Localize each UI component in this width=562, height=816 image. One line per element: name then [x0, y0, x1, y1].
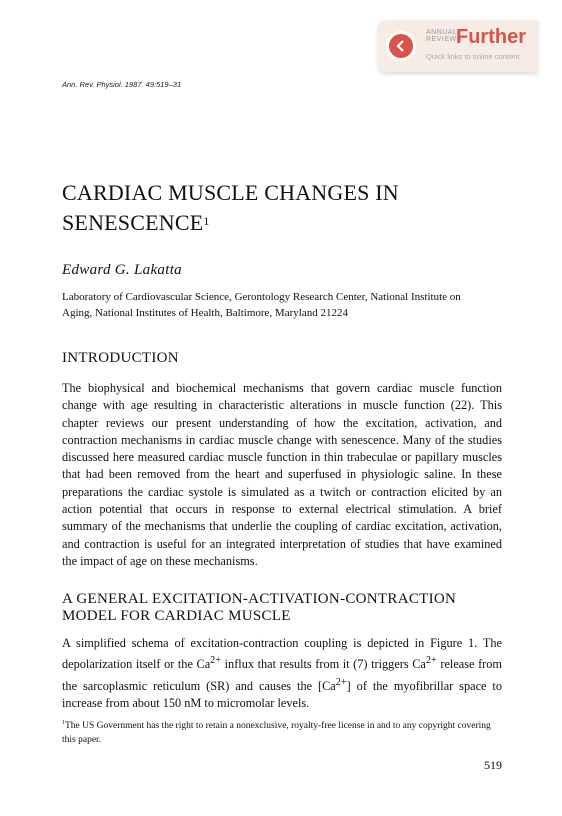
model-section-heading: A GENERAL EXCITATION-ACTIVATION-CONTRACTION MODEL FOR CARDIAC MUSCLE [62, 591, 457, 624]
quick-links-subtitle: Quick links to online content [426, 52, 520, 61]
superscript-1: 2+ [210, 655, 222, 667]
model-paragraph [62, 635, 502, 712]
article-title [62, 178, 502, 238]
footnote-mark: 1 [62, 720, 65, 726]
model-text-1: A simplified schema of excitation-contraction coupling is depicted in Figure 1. The depolarization itself or the Ca [62, 636, 502, 672]
brand-line2: REVIEWS [426, 36, 462, 43]
superscript-2: 2+ [425, 655, 437, 667]
further-label: Further [456, 26, 526, 48]
back-arrow-icon [386, 31, 416, 61]
author-affiliation: Laboratory of Cardiovascular Science, Gerontology Research Center, National Institute on Aging, National Institutes of Health, Baltimore, Maryland 21224 [62, 291, 461, 319]
title-footnote-mark: 1 [203, 214, 210, 228]
author-name: Edward G. Lakatta [62, 262, 182, 278]
annual-reviews-further-banner[interactable] [378, 20, 538, 72]
superscript-3: 2+ [335, 676, 347, 688]
journal-citation: Ann. Rev. Physiol. 1987. 49:519–31 [62, 80, 182, 89]
introduction-paragraph: The biophysical and biochemical mechanisms that govern cardiac muscle function change with age resulting in characteristic alterations in muscle function (22). This chapter reviews our present understanding of how the excitation, activation, and contraction mechanisms in cardiac muscle change with senescence. Many of the studies discussed here measured cardiac muscle function in thin trabeculae or papillary muscles that had been removed from the heart and superfused in physiologic saline. In these preparations the cardiac systole is simulated as a twitch or contraction elicited by an action potential that occurs in response to external electrical stimulation. A brief summary of the mechanisms that underlie the coupling of cardiac excitation, activation, and contraction is useful for an integrated interpretation of studies that have examined the impact of age on these mechanisms. [62, 381, 502, 568]
title-text: CARDIAC MUSCLE CHANGES IN SENESCENCE [62, 180, 399, 235]
page-number: 519 [484, 758, 502, 772]
model-text-2: influx that results from it (7) triggers Ca [221, 657, 426, 672]
model-text-4: ] of the myofibrillar space to increase from about 150 nM to micromolar levels. [62, 678, 502, 711]
footnote-text: The US Government has the right to retain a nonexclusive, royalty-free license in and to any copyright covering this paper. [62, 721, 491, 746]
brand-line1: ANNUAL [426, 29, 458, 36]
model-text-3: release from the sarcoplasmic reticulum (SR) and causes the [Ca [62, 657, 502, 693]
introduction-heading: INTRODUCTION [62, 350, 179, 366]
footnote [62, 716, 502, 747]
